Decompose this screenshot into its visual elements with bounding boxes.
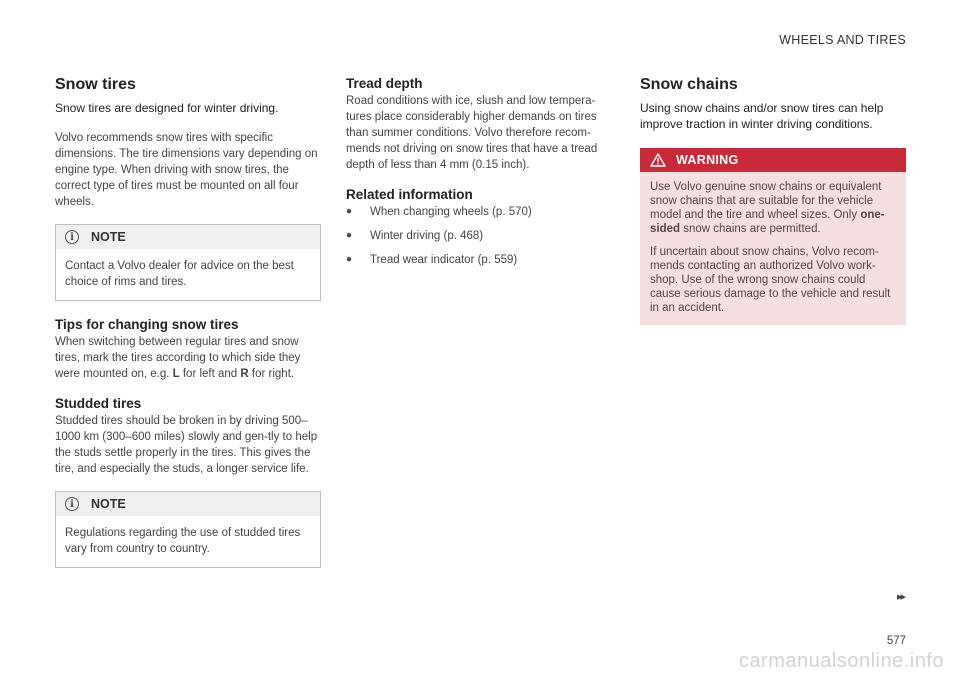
- watermark: carmanualsonline.info: [738, 650, 944, 672]
- warning-triangle-icon: [650, 153, 666, 167]
- tips-text: When switching between regular tires and snow tires, mark the tires according to which side they were mounted on, e.g. L for left and R for right.: [55, 336, 301, 380]
- studded-text: Studded tires should be broken in by driving 500–1000 km (300–600 miles) slowly and gen-tly to help the studs settle properly in the tires. This gives the tire, and especially the studs, a longer service life.: [55, 415, 318, 475]
- bullet-icon: ●: [346, 206, 353, 217]
- warning-paragraph-1: Use Volvo genuine snow chains or equivalent snow chains that are suitable for the vehicle model and the tire and wheel sizes. Only one-sided snow chains are permitted.: [650, 181, 885, 235]
- info-icon: i: [65, 497, 79, 511]
- heading-snow-tires: Snow tires: [55, 76, 136, 93]
- heading-snow-chains: Snow chains: [640, 76, 738, 93]
- related-link[interactable]: ● When changing wheels (p. 570): [346, 206, 532, 218]
- tread-text: Road conditions with ice, slush and low tempera-tures place considerably higher demands on tires than summer conditions. Volvo therefore recom-mends not driving on snow tires that have a tread depth of less than 4 mm (0.15 inch).: [346, 95, 598, 171]
- heading-studded: Studded tires: [55, 396, 142, 411]
- note-label: NOTE: [91, 230, 126, 244]
- lead-snow-tires: Snow tires are designed for winter driving.: [55, 101, 279, 115]
- heading-tips: Tips for changing snow tires: [55, 317, 239, 332]
- note-box-rims: [55, 224, 321, 301]
- right-letter: R: [240, 368, 249, 380]
- note-header: [56, 492, 320, 516]
- column-tread-depth: [346, 76, 612, 282]
- note-label: NOTE: [91, 497, 126, 511]
- note-box-regulations: [55, 491, 321, 568]
- left-letter: L: [172, 368, 180, 380]
- related-list: [346, 204, 612, 268]
- warning-body: [640, 172, 906, 325]
- lead-snow-chains: Using snow chains and/or snow tires can help improve traction in winter driving conditions.: [640, 101, 884, 131]
- related-link[interactable]: ● Winter driving (p. 468): [346, 230, 484, 242]
- bullet-icon: ●: [346, 230, 353, 241]
- section-tips: [55, 317, 321, 382]
- column-snow-chains: [640, 76, 906, 325]
- warning-label: WARNING: [676, 153, 739, 167]
- page-number: 577: [886, 635, 906, 647]
- next-page-icon[interactable]: ▸▸: [896, 591, 904, 603]
- note-text: Regulations regarding the use of studded tires vary from country to country.: [65, 527, 301, 555]
- section-studded: [55, 396, 321, 477]
- heading-related: Related information: [346, 187, 473, 202]
- column-snow-tires: [55, 76, 321, 584]
- one-sided-emphasis: one-sided: [650, 209, 885, 235]
- warning-header: [640, 148, 906, 172]
- warning-box: [640, 148, 906, 325]
- note-header: [56, 225, 320, 249]
- section-related: [346, 187, 612, 268]
- heading-tread-depth: Tread depth: [346, 76, 423, 91]
- info-icon: i: [65, 230, 79, 244]
- section-tread: [346, 76, 612, 173]
- section-header: WHEELS AND TIRES: [779, 33, 906, 47]
- bullet-icon: ●: [346, 254, 353, 265]
- note-text: Contact a Volvo dealer for advice on the best choice of rims and tires.: [65, 260, 294, 288]
- warning-paragraph-2: If uncertain about snow chains, Volvo recom-mends contacting an authorized Volvo work-shop. Use of the wrong snow chains could cause serious damage to the vehicle and result in an accident.: [650, 246, 891, 314]
- related-link[interactable]: ● Tread wear indicator (p. 559): [346, 254, 518, 266]
- intro-snow-tires: Volvo recommends snow tires with specific dimensions. The tire dimensions vary depending on engine type. When driving with snow tires, the correct type of tires must be mounted on all four wheels.: [55, 132, 318, 208]
